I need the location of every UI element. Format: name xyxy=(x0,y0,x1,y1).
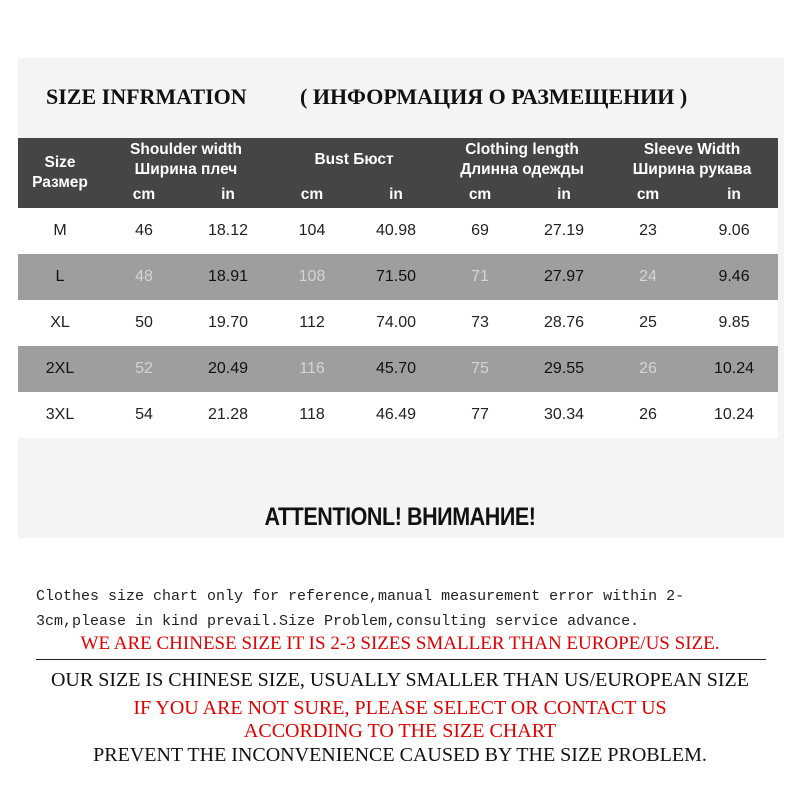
chinese-size-notice: OUR SIZE IS CHINESE SIZE, USUALLY SMALLER THAN US/EUROPEAN SIZE xyxy=(50,669,749,691)
attention-heading: ATTENTIONL! ВНИМАНИЕ! xyxy=(264,503,536,531)
unit-cm-header: cm xyxy=(438,182,522,208)
size-cell: 3XL xyxy=(18,392,102,438)
bust-header xyxy=(270,138,438,182)
length-header-ru: Длинна одежды xyxy=(460,161,584,178)
shoulder-header-ru: Ширина плеч xyxy=(134,161,238,178)
unit-in-header: in xyxy=(690,182,778,208)
sleeve-in-cell: 9.46 xyxy=(690,254,778,300)
bust-in-cell: 74.00 xyxy=(354,300,438,346)
shoulder-cm-cell: 48 xyxy=(102,254,186,300)
size-cell: 2XL xyxy=(18,346,102,392)
length-cm-cell: 75 xyxy=(438,346,522,392)
note-line: Clothes size chart only for reference,manual measurement error within 2- xyxy=(36,588,685,605)
sleeve-cm-cell: 26 xyxy=(606,392,690,438)
unit-cm-header: cm xyxy=(270,182,354,208)
bust-in-cell: 45.70 xyxy=(354,346,438,392)
size-header-ru: Размер xyxy=(32,174,88,191)
sleeve-cm-cell: 26 xyxy=(606,346,690,392)
unit-cm-header: cm xyxy=(102,182,186,208)
shoulder-width-header xyxy=(102,138,270,182)
unit-cm-header: cm xyxy=(606,182,690,208)
length-in-cell: 27.19 xyxy=(522,208,606,254)
title-english: SIZE INFRMATION xyxy=(46,84,247,109)
length-cm-cell: 71 xyxy=(438,254,522,300)
bust-header-label: Bust Бюст xyxy=(314,151,394,168)
shoulder-in-cell: 19.70 xyxy=(186,300,270,346)
bust-in-cell: 46.49 xyxy=(354,392,438,438)
inconvenience-notice: PREVENT THE INCONVENIENCE CAUSED BY THE SIZE PROBLEM. xyxy=(93,744,707,766)
size-cell: L xyxy=(18,254,102,300)
reference-note xyxy=(36,584,776,634)
unit-in-header: in xyxy=(186,182,270,208)
bust-cm-cell: 104 xyxy=(270,208,354,254)
divider xyxy=(36,659,766,660)
length-in-cell: 29.55 xyxy=(522,346,606,392)
size-cell: M xyxy=(18,208,102,254)
bust-in-cell: 40.98 xyxy=(354,208,438,254)
page-title xyxy=(46,80,786,116)
contact-notice: IF YOU ARE NOT SURE, PLEASE SELECT OR CONTACT US xyxy=(133,697,667,719)
bust-cm-cell: 116 xyxy=(270,346,354,392)
shoulder-cm-cell: 50 xyxy=(102,300,186,346)
sleeve-header-en: Sleeve Width xyxy=(643,141,741,158)
sleeve-in-cell: 10.24 xyxy=(690,392,778,438)
length-cm-cell: 77 xyxy=(438,392,522,438)
sleeve-cm-cell: 25 xyxy=(606,300,690,346)
table-row xyxy=(18,300,778,346)
size-table xyxy=(18,138,778,438)
table-row xyxy=(18,392,778,438)
chinese-size-warning: WE ARE CHINESE SIZE IT IS 2-3 SIZES SMALLER THAN EUROPE/US SIZE. xyxy=(80,633,720,654)
bust-cm-cell: 118 xyxy=(270,392,354,438)
shoulder-in-cell: 20.49 xyxy=(186,346,270,392)
bust-in-cell: 71.50 xyxy=(354,254,438,300)
shoulder-in-cell: 18.91 xyxy=(186,254,270,300)
size-cell: XL xyxy=(18,300,102,346)
length-header-en: Clothing length xyxy=(465,141,579,158)
unit-in-header: in xyxy=(522,182,606,208)
length-cm-cell: 73 xyxy=(438,300,522,346)
length-in-cell: 30.34 xyxy=(522,392,606,438)
size-column-header xyxy=(18,138,102,208)
shoulder-cm-cell: 54 xyxy=(102,392,186,438)
sleeve-width-header xyxy=(606,138,778,182)
note-line: 3cm,please in kind prevail.Size Problem,consulting service advance. xyxy=(36,613,640,630)
sleeve-header-ru: Ширина рукава xyxy=(632,161,752,178)
length-in-cell: 27.97 xyxy=(522,254,606,300)
sleeve-in-cell: 9.85 xyxy=(690,300,778,346)
table-row xyxy=(18,254,778,300)
shoulder-in-cell: 21.28 xyxy=(186,392,270,438)
shoulder-cm-cell: 46 xyxy=(102,208,186,254)
bust-cm-cell: 112 xyxy=(270,300,354,346)
bust-cm-cell: 108 xyxy=(270,254,354,300)
shoulder-cm-cell: 52 xyxy=(102,346,186,392)
title-russian: ( ИНФОРМАЦИЯ О РАЗМЕЩЕНИИ ) xyxy=(300,84,688,109)
table-row xyxy=(18,208,778,254)
clothing-length-header xyxy=(438,138,606,182)
sleeve-in-cell: 10.24 xyxy=(690,346,778,392)
sleeve-cm-cell: 23 xyxy=(606,208,690,254)
size-chart-notice: ACCORDING TO THE SIZE CHART xyxy=(243,720,557,742)
length-cm-cell: 69 xyxy=(438,208,522,254)
size-header-en: Size xyxy=(44,154,76,171)
shoulder-in-cell: 18.12 xyxy=(186,208,270,254)
shoulder-header-en: Shoulder width xyxy=(130,141,242,158)
length-in-cell: 28.76 xyxy=(522,300,606,346)
sleeve-in-cell: 9.06 xyxy=(690,208,778,254)
sleeve-cm-cell: 24 xyxy=(606,254,690,300)
table-row xyxy=(18,346,778,392)
unit-in-header: in xyxy=(354,182,438,208)
